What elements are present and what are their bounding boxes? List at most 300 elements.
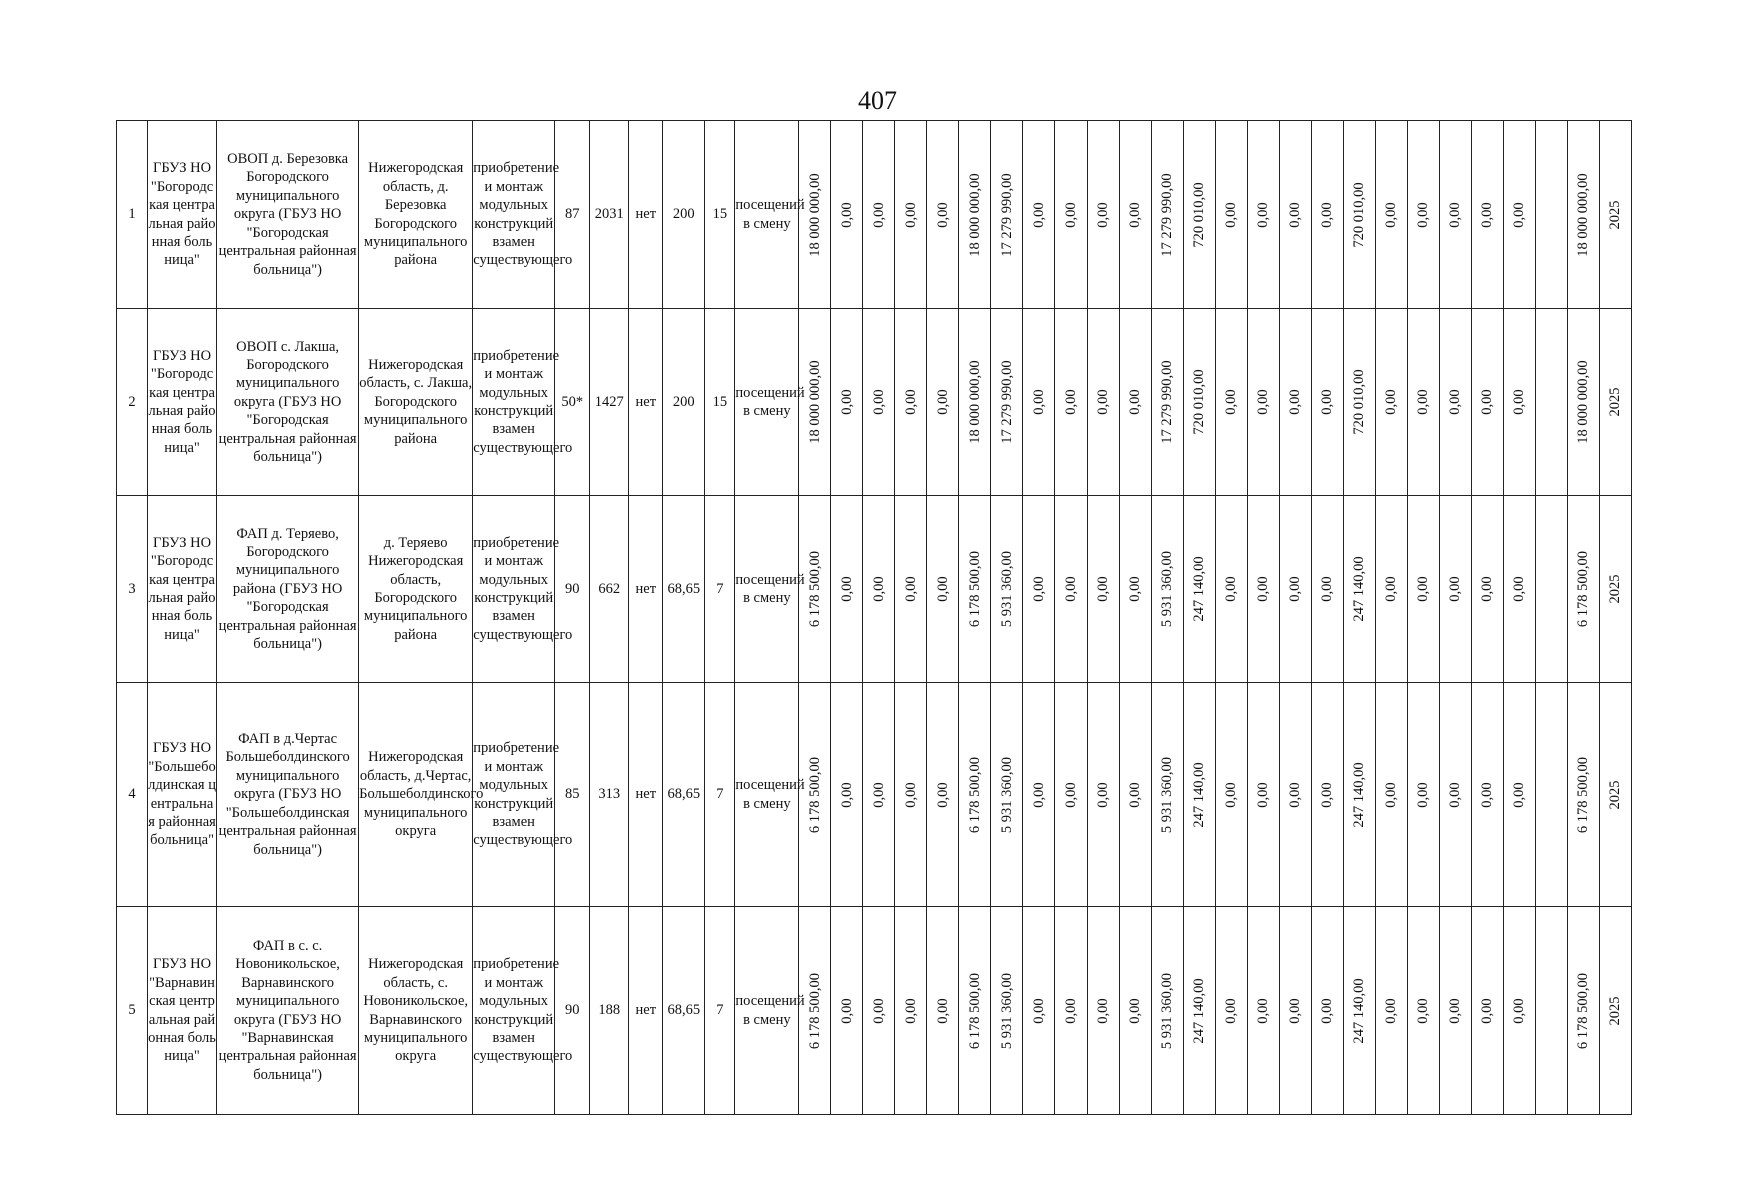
amount-cell <box>1023 309 1055 496</box>
amount-cell <box>1343 309 1375 496</box>
amount-cell <box>1087 121 1119 309</box>
amount-cell <box>1599 496 1631 683</box>
amount-value: 0,00 <box>902 201 919 228</box>
amount-value: 18 000 000,00 <box>1575 172 1592 257</box>
facility-name: ОВОП с. Лакша, Богородского муниципального округа (ГБУЗ НО "Богородская центральная районная больница") <box>217 309 359 496</box>
facility-address: Нижегородская область, с. Лакша, Богородского муниципального района <box>359 309 473 496</box>
amount-value: 0,00 <box>1126 781 1143 808</box>
amount-value: 17 279 990,00 <box>1158 172 1175 257</box>
facility-address: д. Теряево Нижегородская область, Богородского муниципального района <box>359 496 473 683</box>
amount-cell <box>1503 121 1535 309</box>
amount-value: 0,00 <box>1126 997 1143 1024</box>
facility-name: ФАП в д.Чертас Большеболдинского муниципального округа (ГБУЗ НО "Большеболдинская центральная районная больница") <box>217 683 359 907</box>
amount-cell <box>799 309 831 496</box>
amount-cell <box>1503 496 1535 683</box>
amount-cell <box>1183 907 1215 1115</box>
amount-value: 18 000 000,00 <box>966 172 983 257</box>
amount-cell <box>1311 907 1343 1115</box>
action-description: приобретение и монтаж модульных конструкций взамен существующего <box>473 496 555 683</box>
amount-value: 0,00 <box>1286 201 1303 228</box>
availability-flag: нет <box>629 683 663 907</box>
amount-value: 0,00 <box>1511 576 1527 602</box>
amount-value: 0,00 <box>1414 997 1431 1024</box>
wear-percent: 90 <box>555 496 590 683</box>
amount-cell <box>1183 683 1215 907</box>
row-number: 4 <box>117 683 148 907</box>
table-row <box>117 683 1632 907</box>
amount-cell <box>1183 121 1215 309</box>
amount-value: 0,00 <box>1286 781 1303 808</box>
facility-name: ОВОП д. Березовка Богородского муниципального округа (ГБУЗ НО "Богородская центральная районная больница") <box>217 121 359 309</box>
amount-value: 6 178 500,00 <box>966 550 983 628</box>
organization-name: ГБУЗ НО "Варнавинская центральная районная больница" <box>148 907 217 1115</box>
amount-value: 0,00 <box>1062 389 1079 415</box>
amount-cell <box>1471 496 1503 683</box>
organization-name: ГБУЗ НО "Богородская центральная районная больница" <box>148 496 217 683</box>
amount-cell <box>1567 907 1599 1115</box>
amount-cell <box>1407 121 1439 309</box>
amount-value: 0,00 <box>1222 389 1239 415</box>
amount-value: 0,00 <box>1254 201 1271 228</box>
amount-value: 0,00 <box>870 997 887 1024</box>
wear-percent: 50* <box>555 309 590 496</box>
amount-cell <box>831 309 863 496</box>
amount-cell <box>1119 121 1151 309</box>
amount-cell <box>1119 907 1151 1115</box>
amount-cell <box>1151 121 1183 309</box>
amount-value: 0,00 <box>1318 997 1335 1024</box>
amount-value: 0,00 <box>1511 201 1527 228</box>
amount-value: 6 178 500,00 <box>1575 756 1592 833</box>
capacity-value: 68,65 <box>663 496 705 683</box>
amount-value: 0,00 <box>838 576 855 602</box>
amount-value: 0,00 <box>1062 576 1079 602</box>
amount-value: 0,00 <box>1478 781 1495 808</box>
amount-value: 17 279 990,00 <box>1158 360 1175 444</box>
amount-value: 0,00 <box>1286 389 1303 415</box>
amount-cell <box>1151 683 1183 907</box>
amount-value: 0,00 <box>902 997 919 1024</box>
amount-cell <box>863 683 895 907</box>
amount-value: 0,00 <box>1382 576 1399 602</box>
amount-cell <box>959 907 991 1115</box>
amount-value: 0,00 <box>1222 997 1239 1024</box>
amount-value: 0,00 <box>1446 997 1463 1024</box>
capacity-unit: посещений в смену <box>735 309 799 496</box>
amount-value: 6 178 500,00 <box>806 972 823 1049</box>
capacity-unit: посещений в смену <box>735 683 799 907</box>
amount-cell <box>927 683 959 907</box>
amount-cell <box>1503 683 1535 907</box>
amount-cell <box>863 121 895 309</box>
amount-value: 0,00 <box>1478 389 1495 415</box>
amount-cell <box>1439 683 1471 907</box>
amount-cell <box>1215 496 1247 683</box>
amount-value: 247 140,00 <box>1350 977 1367 1044</box>
amount-value: 0,00 <box>1254 997 1271 1024</box>
amount-value: 0,00 <box>1222 781 1239 808</box>
amount-value: 247 140,00 <box>1350 761 1367 828</box>
organization-name: ГБУЗ НО "Богородская центральная районная больница" <box>148 121 217 309</box>
amount-value: 0,00 <box>1030 997 1047 1024</box>
amount-cell <box>959 496 991 683</box>
amount-value: 0,00 <box>1030 781 1047 808</box>
amount-value: 0,00 <box>934 201 951 228</box>
amount-value: 2025 <box>1607 780 1624 809</box>
capacity-unit: посещений в смену <box>735 496 799 683</box>
amount-cell <box>959 683 991 907</box>
amount-value: 0,00 <box>1286 576 1303 602</box>
amount-value: 17 279 990,00 <box>998 172 1015 257</box>
amount-value: 5 931 360,00 <box>998 756 1015 833</box>
amount-value: 6 178 500,00 <box>806 756 823 833</box>
capacity-count: 7 <box>705 907 735 1115</box>
amount-value: 0,00 <box>902 576 919 602</box>
amount-cell <box>1471 683 1503 907</box>
amount-cell <box>1279 309 1311 496</box>
amount-value: 0,00 <box>1126 201 1143 228</box>
amount-cell <box>1375 309 1407 496</box>
amount-cell <box>895 683 927 907</box>
amount-cell <box>1599 121 1631 309</box>
amount-value: 0,00 <box>1030 389 1047 415</box>
amount-cell <box>959 309 991 496</box>
amount-cell <box>959 121 991 309</box>
action-description: приобретение и монтаж модульных конструкций взамен существующего <box>473 309 555 496</box>
amount-value: 2025 <box>1607 574 1624 604</box>
amount-value: 0,00 <box>1222 201 1239 228</box>
facilities-table <box>116 120 1632 1115</box>
amount-cell <box>1055 121 1087 309</box>
amount-value: 5 931 360,00 <box>998 972 1015 1049</box>
amount-cell <box>1567 121 1599 309</box>
amount-cell <box>1215 121 1247 309</box>
amount-cell <box>991 907 1023 1115</box>
amount-value: 0,00 <box>1511 781 1527 808</box>
wear-percent: 85 <box>555 683 590 907</box>
amount-value: 2025 <box>1607 387 1624 417</box>
facility-address: Нижегородская область, д. Березовка Богородского муниципального района <box>359 121 473 309</box>
amount-value: 720 010,00 <box>1350 369 1367 435</box>
amount-cell <box>1279 683 1311 907</box>
amount-cell <box>1215 907 1247 1115</box>
amount-cell <box>927 496 959 683</box>
amount-cell <box>1375 907 1407 1115</box>
capacity-unit: посещений в смену <box>735 907 799 1115</box>
amount-value: 0,00 <box>1062 201 1079 228</box>
amount-cell <box>895 496 927 683</box>
amount-value: 0,00 <box>1126 576 1143 602</box>
amount-value: 0,00 <box>1446 201 1463 228</box>
availability-flag: нет <box>629 309 663 496</box>
amount-cell <box>1375 683 1407 907</box>
capacity-value: 200 <box>663 121 705 309</box>
amount-cell <box>1151 907 1183 1115</box>
amount-cell <box>1471 121 1503 309</box>
amount-value: 0,00 <box>1414 389 1431 415</box>
amount-value: 0,00 <box>1414 201 1431 228</box>
amount-cell <box>1439 496 1471 683</box>
amount-cell <box>1439 309 1471 496</box>
amount-value: 0,00 <box>1094 201 1111 228</box>
amount-cell <box>1183 309 1215 496</box>
amount-value: 6 178 500,00 <box>806 550 823 628</box>
organization-name: ГБУЗ НО "Большеболдинская центральная районная больница" <box>148 683 217 907</box>
amount-value: 0,00 <box>1478 997 1495 1024</box>
availability-flag: нет <box>629 907 663 1115</box>
amount-cell <box>1055 496 1087 683</box>
amount-value: 6 178 500,00 <box>966 756 983 833</box>
amount-cell <box>1503 309 1535 496</box>
population: 1427 <box>590 309 629 496</box>
amount-cell <box>831 683 863 907</box>
amount-value: 0,00 <box>838 389 855 415</box>
amount-cell <box>1087 496 1119 683</box>
capacity-count: 15 <box>705 309 735 496</box>
amount-cell <box>1311 496 1343 683</box>
amount-value: 6 178 500,00 <box>1575 972 1592 1049</box>
facility-address: Нижегородская область, с. Новоникольское, Варнавинского муниципального округа <box>359 907 473 1115</box>
amount-cell <box>1567 309 1599 496</box>
amount-cell <box>1087 309 1119 496</box>
amount-cell <box>863 309 895 496</box>
amount-value: 18 000 000,00 <box>806 172 823 257</box>
capacity-count: 7 <box>705 496 735 683</box>
amount-cell <box>1535 121 1567 309</box>
amount-value: 0,00 <box>934 997 951 1024</box>
amount-value: 0,00 <box>1382 781 1399 808</box>
amount-cell <box>799 496 831 683</box>
amount-cell <box>927 121 959 309</box>
amount-cell <box>1343 121 1375 309</box>
amount-value: 0,00 <box>1094 389 1111 415</box>
amount-value: 6 178 500,00 <box>1575 550 1592 628</box>
amount-cell <box>1343 496 1375 683</box>
amount-value: 0,00 <box>1478 201 1495 228</box>
amount-cell <box>1439 907 1471 1115</box>
availability-flag: нет <box>629 496 663 683</box>
amount-value: 247 140,00 <box>1190 556 1207 622</box>
amount-cell <box>1311 121 1343 309</box>
row-number: 3 <box>117 496 148 683</box>
amount-value: 720 010,00 <box>1190 181 1207 248</box>
amount-cell <box>799 121 831 309</box>
amount-value: 18 000 000,00 <box>966 360 983 444</box>
amount-cell <box>1407 309 1439 496</box>
amount-value: 0,00 <box>1126 389 1143 415</box>
capacity-value: 68,65 <box>663 683 705 907</box>
amount-value: 0,00 <box>1446 576 1463 602</box>
amount-cell <box>1567 496 1599 683</box>
amount-value: 0,00 <box>1382 201 1399 228</box>
table-row <box>117 907 1632 1115</box>
amount-cell <box>1343 907 1375 1115</box>
amount-value: 0,00 <box>1414 576 1431 602</box>
amount-value: 0,00 <box>1030 576 1047 602</box>
amount-cell <box>1247 121 1279 309</box>
amount-value: 0,00 <box>1094 781 1111 808</box>
amount-value: 17 279 990,00 <box>998 360 1015 444</box>
amount-cell <box>927 309 959 496</box>
facility-name: ФАП д. Теряево, Богородского муниципального района (ГБУЗ НО "Богородская центральная районная больница") <box>217 496 359 683</box>
amount-value: 0,00 <box>902 781 919 808</box>
amount-cell <box>1439 121 1471 309</box>
population: 313 <box>590 683 629 907</box>
amount-value: 0,00 <box>838 201 855 228</box>
table-row <box>117 496 1632 683</box>
amount-value: 720 010,00 <box>1350 181 1367 248</box>
amount-value: 0,00 <box>870 781 887 808</box>
amount-cell <box>1023 683 1055 907</box>
page-number: 407 <box>858 86 897 115</box>
amount-cell <box>1151 309 1183 496</box>
amount-cell <box>991 683 1023 907</box>
amount-cell <box>799 907 831 1115</box>
capacity-count: 15 <box>705 121 735 309</box>
amount-value: 0,00 <box>1382 997 1399 1024</box>
amount-value: 5 931 360,00 <box>1158 756 1175 833</box>
amount-value: 0,00 <box>934 576 951 602</box>
amount-cell <box>1279 121 1311 309</box>
amount-value: 0,00 <box>1222 576 1239 602</box>
amount-cell <box>895 309 927 496</box>
amount-value: 0,00 <box>838 997 855 1024</box>
amount-cell <box>1119 683 1151 907</box>
amount-cell <box>1279 907 1311 1115</box>
amount-cell <box>927 907 959 1115</box>
amount-value: 0,00 <box>1318 201 1335 228</box>
amount-cell <box>831 907 863 1115</box>
amount-cell <box>895 907 927 1115</box>
amount-value: 720 010,00 <box>1190 369 1207 435</box>
amount-value: 5 931 360,00 <box>998 550 1015 628</box>
amount-value: 0,00 <box>1446 389 1463 415</box>
amount-cell <box>1087 683 1119 907</box>
amount-cell <box>1311 309 1343 496</box>
amount-cell <box>1247 309 1279 496</box>
amount-cell <box>1407 907 1439 1115</box>
wear-percent: 90 <box>555 907 590 1115</box>
organization-name: ГБУЗ НО "Богородская центральная районная больница" <box>148 309 217 496</box>
amount-cell <box>1023 121 1055 309</box>
amount-value: 0,00 <box>1382 389 1399 415</box>
row-number: 2 <box>117 309 148 496</box>
population: 188 <box>590 907 629 1115</box>
amount-value: 247 140,00 <box>1190 761 1207 828</box>
amount-cell <box>1535 683 1567 907</box>
amount-cell <box>1407 683 1439 907</box>
amount-cell <box>1055 683 1087 907</box>
amount-value: 0,00 <box>870 389 887 415</box>
amount-value: 0,00 <box>1318 781 1335 808</box>
amount-cell <box>1599 907 1631 1115</box>
amount-value: 0,00 <box>1478 576 1495 602</box>
amount-cell <box>1535 309 1567 496</box>
table-row <box>117 309 1632 496</box>
amount-value: 0,00 <box>902 389 919 415</box>
capacity-value: 68,65 <box>663 907 705 1115</box>
amount-value: 0,00 <box>1094 997 1111 1024</box>
amount-cell <box>1183 496 1215 683</box>
amount-cell <box>1215 309 1247 496</box>
amount-value: 0,00 <box>1062 781 1079 808</box>
row-number: 5 <box>117 907 148 1115</box>
amount-cell <box>1375 121 1407 309</box>
row-number: 1 <box>117 121 148 309</box>
amount-cell <box>1311 683 1343 907</box>
amount-cell <box>863 907 895 1115</box>
table-body <box>117 121 1632 1115</box>
amount-cell <box>1535 496 1567 683</box>
amount-cell <box>1599 309 1631 496</box>
amount-cell <box>1247 907 1279 1115</box>
wear-percent: 87 <box>555 121 590 309</box>
amount-value: 18 000 000,00 <box>1575 360 1592 444</box>
amount-value: 0,00 <box>1511 389 1527 415</box>
amount-value: 0,00 <box>1062 997 1079 1024</box>
action-description: приобретение и монтаж модульных конструкций взамен существующего <box>473 121 555 309</box>
amount-cell <box>1055 907 1087 1115</box>
amount-cell <box>991 309 1023 496</box>
amount-cell <box>1087 907 1119 1115</box>
amount-value: 0,00 <box>1446 781 1463 808</box>
amount-cell <box>1151 496 1183 683</box>
amount-value: 2025 <box>1607 996 1624 1025</box>
amount-value: 0,00 <box>1254 781 1271 808</box>
amount-cell <box>991 496 1023 683</box>
amount-value: 5 931 360,00 <box>1158 550 1175 628</box>
amount-cell <box>799 683 831 907</box>
amount-value: 0,00 <box>1511 997 1527 1024</box>
amount-value: 0,00 <box>1030 201 1047 228</box>
amount-cell <box>1599 683 1631 907</box>
amount-cell <box>1375 496 1407 683</box>
table-row <box>117 121 1632 309</box>
amount-cell <box>991 121 1023 309</box>
amount-cell <box>1023 496 1055 683</box>
amount-value: 0,00 <box>1318 389 1335 415</box>
amount-value: 0,00 <box>1414 781 1431 808</box>
amount-cell <box>1279 496 1311 683</box>
amount-value: 0,00 <box>1094 576 1111 602</box>
amount-value: 0,00 <box>934 781 951 808</box>
amount-cell <box>1535 907 1567 1115</box>
amount-value: 0,00 <box>870 576 887 602</box>
amount-cell <box>1503 907 1535 1115</box>
amount-cell <box>1023 907 1055 1115</box>
facility-name: ФАП в с. с. Новоникольское, Варнавинского муниципального округа (ГБУЗ НО "Варнавинская центральная районная больница") <box>217 907 359 1115</box>
capacity-unit: посещений в смену <box>735 121 799 309</box>
amount-value: 18 000 000,00 <box>806 360 823 444</box>
amount-cell <box>1407 496 1439 683</box>
amount-cell <box>831 121 863 309</box>
amount-cell <box>1055 309 1087 496</box>
amount-value: 0,00 <box>838 781 855 808</box>
amount-cell <box>1471 309 1503 496</box>
availability-flag: нет <box>629 121 663 309</box>
amount-value: 0,00 <box>934 389 951 415</box>
capacity-value: 200 <box>663 309 705 496</box>
amount-cell <box>1119 496 1151 683</box>
amount-value: 5 931 360,00 <box>1158 972 1175 1049</box>
amount-value: 6 178 500,00 <box>966 972 983 1049</box>
amount-value: 0,00 <box>1318 576 1335 602</box>
facility-address: Нижегородская область, д.Чертас, Большеболдинского муниципального округа <box>359 683 473 907</box>
amount-cell <box>895 121 927 309</box>
amount-cell <box>831 496 863 683</box>
amount-cell <box>1119 309 1151 496</box>
action-description: приобретение и монтаж модульных конструкций взамен существующего <box>473 683 555 907</box>
